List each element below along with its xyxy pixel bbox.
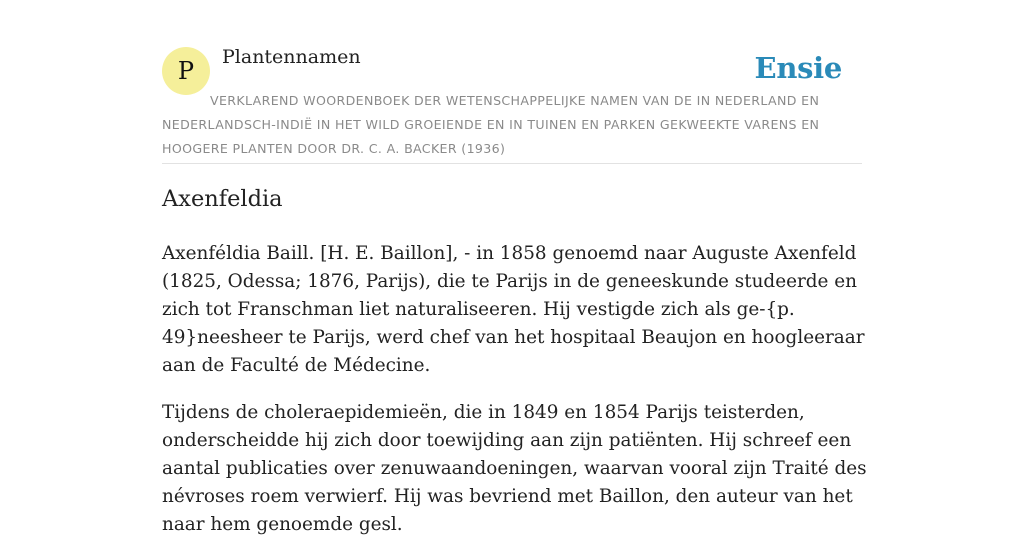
site-header xyxy=(162,0,862,164)
logo-letter: P xyxy=(177,57,195,85)
entry-paragraph: Tijdens de choleraepidemieën, die in 1849 en 1854 Parijs teisterden, onderscheidde hij zich door toewijding aan zijn patiënten. Hij schreef een aantal publicaties over zenuwaandoeningen, waarvan vooral zijn Traité des névroses roem verwierf. Hij was bevriend met Baillon, den auteur van het naar hem genoemde gesl. xyxy=(162,402,867,535)
page xyxy=(162,0,867,535)
publication-logo[interactable] xyxy=(162,47,210,95)
publication-subtitle: VERKLAREND WOORDENBOEK DER WETENSCHAPPELIJKE NAMEN VAN DE IN NEDERLAND EN NEDERLANDSCH-INDIË IN HET WILD GROEIENDE EN IN TUINEN EN PARKEN GEKWEEKTE VARENS EN HOOGERE PLANTEN DOOR DR. C. A. BACKER (1936) xyxy=(162,93,820,156)
entry-paragraph: Axenféldia Baill. [H. E. Baillon], - in 1858 genoemd naar Auguste Axenfeld (1825, Odessa; 1876, Parijs), die te Parijs in de geneeskunde studeerde en zich tot Franschman liet naturaliseeren. Hij vestigde zich als ge-{p. 49}neesheer te Parijs, werd chef van het hospitaal Beaujon en hoogleeraar aan de Faculté de Médecine. xyxy=(162,243,865,376)
site-title-link[interactable]: Plantennamen xyxy=(222,46,361,68)
ensie-brand-link[interactable]: Ensie xyxy=(754,51,842,85)
entry-title: Axenfeldia xyxy=(162,186,283,212)
entry-body xyxy=(162,240,867,558)
